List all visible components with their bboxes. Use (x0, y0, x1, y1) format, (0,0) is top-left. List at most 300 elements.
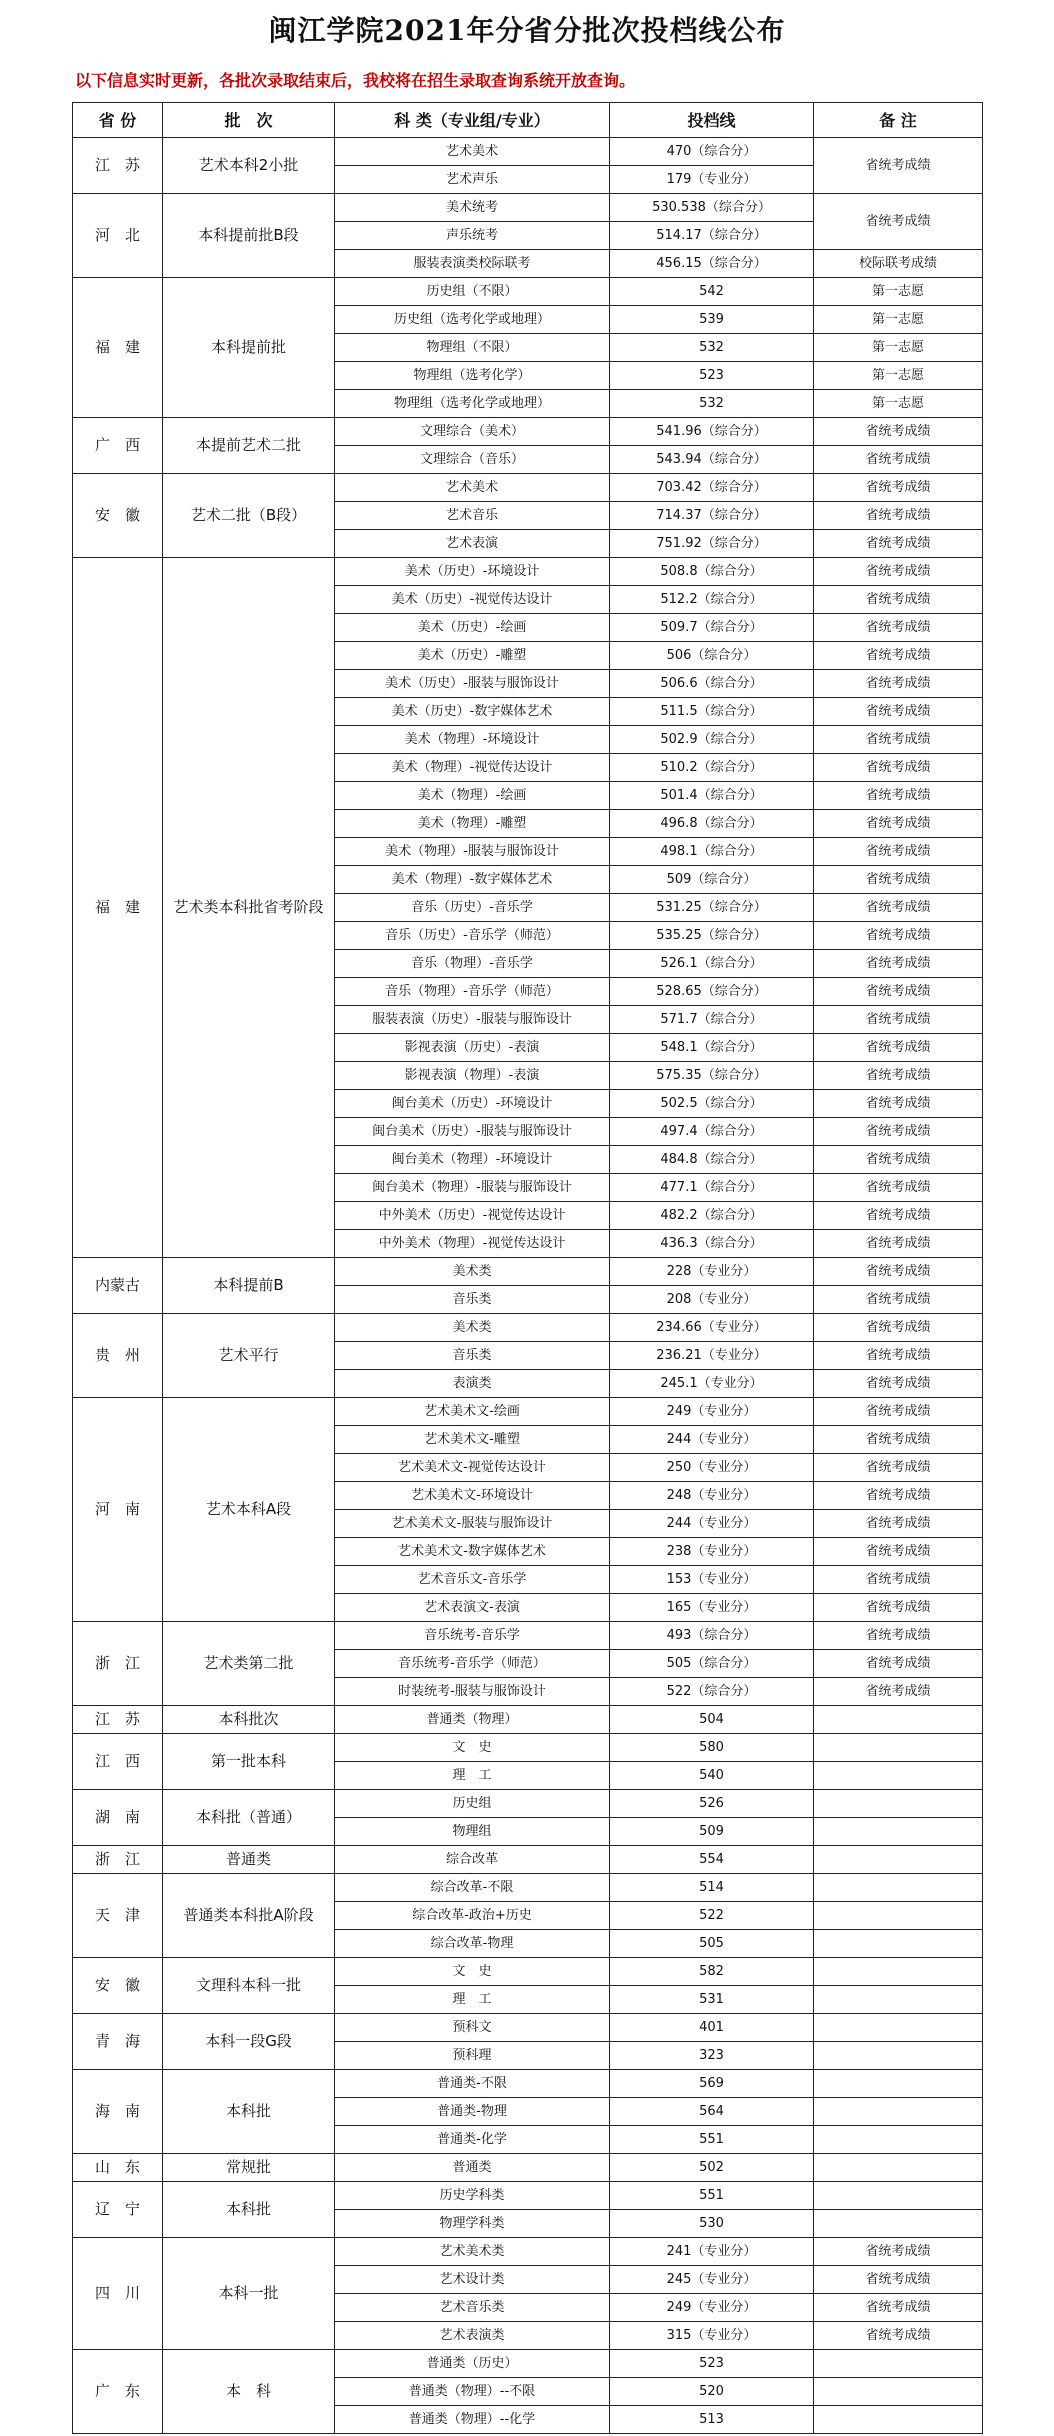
table-row (73, 1398, 983, 1426)
category-cell: 物理组（不限） (335, 334, 610, 362)
remark-cell: 第一志愿 (814, 362, 983, 390)
score-cell: 541.96（综合分） (610, 418, 814, 446)
remark-cell: 第一志愿 (814, 278, 983, 306)
category-cell: 美术（物理）-绘画 (335, 782, 610, 810)
remark-cell: 省统考成绩 (814, 1398, 983, 1426)
score-cell: 523 (610, 362, 814, 390)
remark-cell: 省统考成绩 (814, 1482, 983, 1510)
score-cell: 530 (610, 2210, 814, 2238)
score-cell: 477.1（综合分） (610, 1174, 814, 1202)
province-cell: 贵 州 (73, 1314, 163, 1398)
batch-cell: 文理科本科一批 (163, 1958, 335, 2014)
score-cell: 548.1（综合分） (610, 1034, 814, 1062)
score-cell: 502 (610, 2154, 814, 2182)
batch-cell: 第一批本科 (163, 1734, 335, 1790)
category-cell: 综合改革-物理 (335, 1930, 610, 1958)
category-cell: 文 史 (335, 1958, 610, 1986)
score-cell: 532 (610, 390, 814, 418)
score-cell: 244（专业分） (610, 1510, 814, 1538)
category-cell: 艺术表演类 (335, 2322, 610, 2350)
remark-cell (814, 1930, 983, 1958)
remark-cell: 省统考成绩 (814, 474, 983, 502)
category-cell: 物理学科类 (335, 2210, 610, 2238)
remark-cell: 省统考成绩 (814, 586, 983, 614)
category-cell: 美术（历史）-服装与服饰设计 (335, 670, 610, 698)
score-cell: 482.2（综合分） (610, 1202, 814, 1230)
remark-cell: 省统考成绩 (814, 1678, 983, 1706)
category-cell: 艺术声乐 (335, 166, 610, 194)
category-cell: 美术类 (335, 1314, 610, 1342)
category-cell: 美术（历史）-数字媒体艺术 (335, 698, 610, 726)
remark-cell: 省统考成绩 (814, 1314, 983, 1342)
table-row (73, 278, 983, 306)
score-cell: 502.9（综合分） (610, 726, 814, 754)
table-row (73, 418, 983, 446)
score-cell: 505（综合分） (610, 1650, 814, 1678)
score-cell: 514.17（综合分） (610, 222, 814, 250)
batch-cell: 艺术类第二批 (163, 1622, 335, 1706)
table-row (73, 2182, 983, 2210)
admission-score-table (72, 102, 983, 2434)
score-cell: 245（专业分） (610, 2266, 814, 2294)
remark-cell: 省统考成绩 (814, 866, 983, 894)
remark-cell: 省统考成绩 (814, 642, 983, 670)
province-cell: 辽 宁 (73, 2182, 163, 2238)
category-cell: 服装表演（历史）-服装与服饰设计 (335, 1006, 610, 1034)
remark-cell: 省统考成绩 (814, 754, 983, 782)
category-cell: 普通类-不限 (335, 2070, 610, 2098)
category-cell: 普通类（物理）--不限 (335, 2378, 610, 2406)
batch-cell: 本科批 (163, 2182, 335, 2238)
province-cell: 广 东 (73, 2350, 163, 2434)
category-cell: 美术（物理）-数字媒体艺术 (335, 866, 610, 894)
category-cell: 美术（物理）-雕塑 (335, 810, 610, 838)
remark-cell: 省统考成绩 (814, 698, 983, 726)
category-cell: 影视表演（物理）-表演 (335, 1062, 610, 1090)
province-cell: 福 建 (73, 278, 163, 418)
category-cell: 美术（物理）-视觉传达设计 (335, 754, 610, 782)
remark-cell: 省统考成绩 (814, 2266, 983, 2294)
remark-cell: 省统考成绩 (814, 838, 983, 866)
remark-cell: 省统考成绩 (814, 1454, 983, 1482)
remark-cell: 省统考成绩 (814, 1370, 983, 1398)
page-title: 闽江学院2021年分省分批次投档线公布 (268, 14, 786, 47)
batch-cell: 本科批（普通） (163, 1790, 335, 1846)
score-cell: 528.65（综合分） (610, 978, 814, 1006)
remark-cell (814, 1762, 983, 1790)
score-cell: 540 (610, 1762, 814, 1790)
table-row (73, 1874, 983, 1902)
category-cell: 文理综合（音乐） (335, 446, 610, 474)
remark-cell (814, 2182, 983, 2210)
table-row (73, 1622, 983, 1650)
remark-cell: 省统考成绩 (814, 1034, 983, 1062)
remark-cell (814, 2210, 983, 2238)
category-cell: 普通类-物理 (335, 2098, 610, 2126)
remark-cell: 省统考成绩 (814, 922, 983, 950)
score-cell: 508.8（综合分） (610, 558, 814, 586)
header-score: 投档线 (610, 103, 814, 138)
remark-cell: 省统考成绩 (814, 614, 983, 642)
category-cell: 表演类 (335, 1370, 610, 1398)
remark-cell: 省统考成绩 (814, 1006, 983, 1034)
remark-cell (814, 2154, 983, 2182)
remark-cell: 省统考成绩 (814, 782, 983, 810)
category-cell: 普通类 (335, 2154, 610, 2182)
category-cell: 艺术美术 (335, 474, 610, 502)
batch-cell: 艺术本科2小批 (163, 138, 335, 194)
score-cell: 496.8（综合分） (610, 810, 814, 838)
province-cell: 浙 江 (73, 1622, 163, 1706)
table-row (73, 2014, 983, 2042)
score-cell: 509 (610, 1818, 814, 1846)
remark-cell (814, 2098, 983, 2126)
score-cell: 506.6（综合分） (610, 670, 814, 698)
score-cell: 505 (610, 1930, 814, 1958)
remark-cell: 省统考成绩 (814, 1622, 983, 1650)
remark-cell: 省统考成绩 (814, 1230, 983, 1258)
category-cell: 普通类（物理）--化学 (335, 2406, 610, 2434)
score-cell: 530.538（综合分） (610, 194, 814, 222)
table-row (73, 2070, 983, 2098)
score-cell: 543.94（综合分） (610, 446, 814, 474)
category-cell: 音乐（物理）-音乐学 (335, 950, 610, 978)
remark-cell: 省统考成绩 (814, 726, 983, 754)
table-row (73, 2350, 983, 2378)
category-cell: 普通类（历史） (335, 2350, 610, 2378)
score-cell: 228（专业分） (610, 1258, 814, 1286)
remark-cell: 省统考成绩 (814, 810, 983, 838)
batch-cell: 本科提前B (163, 1258, 335, 1314)
remark-cell: 省统考成绩 (814, 138, 983, 194)
score-cell: 531 (610, 1986, 814, 2014)
score-cell: 580 (610, 1734, 814, 1762)
score-cell: 501.4（综合分） (610, 782, 814, 810)
category-cell: 音乐类 (335, 1286, 610, 1314)
remark-cell (814, 1734, 983, 1762)
category-cell: 艺术音乐文-音乐学 (335, 1566, 610, 1594)
header-batch: 批 次 (163, 103, 335, 138)
remark-cell: 省统考成绩 (814, 670, 983, 698)
category-cell: 艺术表演 (335, 530, 610, 558)
category-cell: 闽台美术（物理）-环境设计 (335, 1146, 610, 1174)
remark-cell (814, 2378, 983, 2406)
score-cell: 714.37（综合分） (610, 502, 814, 530)
score-cell: 569 (610, 2070, 814, 2098)
score-cell: 542 (610, 278, 814, 306)
score-cell: 238（专业分） (610, 1538, 814, 1566)
score-cell: 456.15（综合分） (610, 250, 814, 278)
category-cell: 美术（历史）-环境设计 (335, 558, 610, 586)
category-cell: 艺术美术文-环境设计 (335, 1482, 610, 1510)
province-cell: 青 海 (73, 2014, 163, 2070)
score-cell: 539 (610, 306, 814, 334)
category-cell: 音乐（物理）-音乐学（师范） (335, 978, 610, 1006)
category-cell: 美术（物理）-服装与服饰设计 (335, 838, 610, 866)
category-cell: 艺术音乐类 (335, 2294, 610, 2322)
category-cell: 艺术表演文-表演 (335, 1594, 610, 1622)
remark-cell (814, 1790, 983, 1818)
batch-cell: 本提前艺术二批 (163, 418, 335, 474)
remark-cell: 校际联考成绩 (814, 250, 983, 278)
update-notice: 以下信息实时更新，各批次录取结束后，我校将在招生录取查询系统开放查询。 (75, 71, 636, 90)
batch-cell: 本科一段G段 (163, 2014, 335, 2070)
batch-cell: 本科一批 (163, 2238, 335, 2350)
score-cell: 523 (610, 2350, 814, 2378)
category-cell: 预科理 (335, 2042, 610, 2070)
province-cell: 广 西 (73, 418, 163, 474)
remark-cell: 省统考成绩 (814, 1510, 983, 1538)
batch-cell: 本科提前批 (163, 278, 335, 418)
category-cell: 综合改革 (335, 1846, 610, 1874)
score-cell: 526.1（综合分） (610, 950, 814, 978)
remark-cell: 省统考成绩 (814, 1062, 983, 1090)
remark-cell (814, 2406, 983, 2434)
category-cell: 闽台美术（物理）-服装与服饰设计 (335, 1174, 610, 1202)
score-cell: 179（专业分） (610, 166, 814, 194)
batch-cell: 本 科 (163, 2350, 335, 2434)
category-cell: 综合改革-不限 (335, 1874, 610, 1902)
score-cell: 153（专业分） (610, 1566, 814, 1594)
batch-cell: 普通类 (163, 1846, 335, 1874)
batch-cell: 常规批 (163, 2154, 335, 2182)
header-province: 省 份 (73, 103, 163, 138)
province-cell: 安 徽 (73, 474, 163, 558)
remark-cell: 省统考成绩 (814, 978, 983, 1006)
score-cell: 703.42（综合分） (610, 474, 814, 502)
score-cell: 249（专业分） (610, 1398, 814, 1426)
category-cell: 艺术美术文-绘画 (335, 1398, 610, 1426)
category-cell: 艺术美术 (335, 138, 610, 166)
category-cell: 物理组（选考化学） (335, 362, 610, 390)
category-cell: 文 史 (335, 1734, 610, 1762)
category-cell: 艺术音乐 (335, 502, 610, 530)
remark-cell: 省统考成绩 (814, 1566, 983, 1594)
score-cell: 506（综合分） (610, 642, 814, 670)
score-cell: 244（专业分） (610, 1426, 814, 1454)
score-cell: 208（专业分） (610, 1286, 814, 1314)
score-cell: 436.3（综合分） (610, 1230, 814, 1258)
remark-cell: 省统考成绩 (814, 446, 983, 474)
province-cell: 福 建 (73, 558, 163, 1258)
province-cell: 内蒙古 (73, 1258, 163, 1314)
score-cell: 564 (610, 2098, 814, 2126)
category-cell: 艺术美术文-视觉传达设计 (335, 1454, 610, 1482)
province-cell: 江 西 (73, 1734, 163, 1790)
remark-cell: 第一志愿 (814, 390, 983, 418)
score-cell: 526 (610, 1790, 814, 1818)
category-cell: 美术（历史）-绘画 (335, 614, 610, 642)
category-cell: 理 工 (335, 1762, 610, 1790)
table-row (73, 1258, 983, 1286)
province-cell: 浙 江 (73, 1846, 163, 1874)
category-cell: 声乐统考 (335, 222, 610, 250)
remark-cell: 省统考成绩 (814, 1146, 983, 1174)
score-cell: 510.2（综合分） (610, 754, 814, 782)
batch-cell: 本科批次 (163, 1706, 335, 1734)
table-row (73, 474, 983, 502)
remark-cell: 省统考成绩 (814, 1090, 983, 1118)
score-cell: 512.2（综合分） (610, 586, 814, 614)
remark-cell: 省统考成绩 (814, 1538, 983, 1566)
score-cell: 249（专业分） (610, 2294, 814, 2322)
table-body (73, 138, 983, 2434)
category-cell: 物理组 (335, 1818, 610, 1846)
remark-cell (814, 2126, 983, 2154)
score-cell: 531.25（综合分） (610, 894, 814, 922)
province-cell: 天 津 (73, 1874, 163, 1958)
category-cell: 艺术美术文-雕塑 (335, 1426, 610, 1454)
category-cell: 影视表演（历史）-表演 (335, 1034, 610, 1062)
batch-cell: 艺术二批（B段） (163, 474, 335, 558)
table-row (73, 1706, 983, 1734)
batch-cell: 普通类本科批A阶段 (163, 1874, 335, 1958)
category-cell: 历史组（不限） (335, 278, 610, 306)
remark-cell: 省统考成绩 (814, 2294, 983, 2322)
batch-cell: 艺术平行 (163, 1314, 335, 1398)
score-cell: 250（专业分） (610, 1454, 814, 1482)
table-row (73, 1958, 983, 1986)
table-row (73, 1734, 983, 1762)
remark-cell (814, 2042, 983, 2070)
category-cell: 历史学科类 (335, 2182, 610, 2210)
category-cell: 闽台美术（历史）-服装与服饰设计 (335, 1118, 610, 1146)
category-cell: 美术统考 (335, 194, 610, 222)
table-row (73, 1846, 983, 1874)
score-cell: 165（专业分） (610, 1594, 814, 1622)
remark-cell: 省统考成绩 (814, 194, 983, 250)
score-cell: 582 (610, 1958, 814, 1986)
table-row (73, 2238, 983, 2266)
remark-cell: 省统考成绩 (814, 530, 983, 558)
score-cell: 315（专业分） (610, 2322, 814, 2350)
remark-cell (814, 1818, 983, 1846)
score-cell: 522 (610, 1902, 814, 1930)
category-cell: 音乐统考-音乐学 (335, 1622, 610, 1650)
table-header-row (73, 103, 983, 138)
category-cell: 美术（历史）-雕塑 (335, 642, 610, 670)
category-cell: 中外美术（物理）-视觉传达设计 (335, 1230, 610, 1258)
category-cell: 艺术设计类 (335, 2266, 610, 2294)
province-cell: 湖 南 (73, 1790, 163, 1846)
score-cell: 509.7（综合分） (610, 614, 814, 642)
category-cell: 物理组（选考化学或地理） (335, 390, 610, 418)
score-cell: 248（专业分） (610, 1482, 814, 1510)
remark-cell: 第一志愿 (814, 306, 983, 334)
remark-cell (814, 1958, 983, 1986)
category-cell: 艺术美术文-服装与服饰设计 (335, 1510, 610, 1538)
category-cell: 音乐（历史）-音乐学 (335, 894, 610, 922)
score-cell: 498.1（综合分） (610, 838, 814, 866)
score-cell: 575.35（综合分） (610, 1062, 814, 1090)
header-remark: 备 注 (814, 103, 983, 138)
category-cell: 预科文 (335, 2014, 610, 2042)
score-cell: 532 (610, 334, 814, 362)
category-cell: 中外美术（历史）-视觉传达设计 (335, 1202, 610, 1230)
category-cell: 历史组 (335, 1790, 610, 1818)
remark-cell (814, 1902, 983, 1930)
province-cell: 山 东 (73, 2154, 163, 2182)
remark-cell: 省统考成绩 (814, 2322, 983, 2350)
province-cell: 四 川 (73, 2238, 163, 2350)
score-cell: 234.66（专业分） (610, 1314, 814, 1342)
category-cell: 音乐类 (335, 1342, 610, 1370)
header-category: 科 类（专业组/专业） (335, 103, 610, 138)
category-cell: 音乐统考-音乐学（师范） (335, 1650, 610, 1678)
batch-cell: 艺术类本科批省考阶段 (163, 558, 335, 1258)
table-row (73, 1314, 983, 1342)
remark-cell: 省统考成绩 (814, 1174, 983, 1202)
table-row (73, 2154, 983, 2182)
province-cell: 河 北 (73, 194, 163, 278)
remark-cell (814, 1706, 983, 1734)
remark-cell: 省统考成绩 (814, 1650, 983, 1678)
score-cell: 514 (610, 1874, 814, 1902)
category-cell: 普通类-化学 (335, 2126, 610, 2154)
score-cell: 484.8（综合分） (610, 1146, 814, 1174)
category-cell: 理 工 (335, 1986, 610, 2014)
score-cell: 323 (610, 2042, 814, 2070)
table-row (73, 194, 983, 222)
category-cell: 服装表演类校际联考 (335, 250, 610, 278)
score-cell: 522（综合分） (610, 1678, 814, 1706)
category-cell: 历史组（选考化学或地理） (335, 306, 610, 334)
category-cell: 综合改革-政治+历史 (335, 1902, 610, 1930)
remark-cell: 省统考成绩 (814, 418, 983, 446)
remark-cell (814, 2070, 983, 2098)
remark-cell: 省统考成绩 (814, 1286, 983, 1314)
batch-cell: 本科提前批B段 (163, 194, 335, 278)
province-cell: 海 南 (73, 2070, 163, 2154)
category-cell: 艺术美术类 (335, 2238, 610, 2266)
score-cell: 401 (610, 2014, 814, 2042)
score-cell: 241（专业分） (610, 2238, 814, 2266)
score-cell: 504 (610, 1706, 814, 1734)
category-cell: 音乐（历史）-音乐学（师范） (335, 922, 610, 950)
province-cell: 江 苏 (73, 1706, 163, 1734)
remark-cell: 省统考成绩 (814, 1342, 983, 1370)
province-cell: 河 南 (73, 1398, 163, 1622)
remark-cell (814, 1846, 983, 1874)
score-cell: 513 (610, 2406, 814, 2434)
category-cell: 美术（物理）-环境设计 (335, 726, 610, 754)
batch-cell: 本科批 (163, 2070, 335, 2154)
score-cell: 470（综合分） (610, 138, 814, 166)
remark-cell (814, 1874, 983, 1902)
remark-cell: 省统考成绩 (814, 950, 983, 978)
category-cell: 时装统考-服装与服饰设计 (335, 1678, 610, 1706)
score-cell: 497.4（综合分） (610, 1118, 814, 1146)
score-cell: 236.21（专业分） (610, 1342, 814, 1370)
category-cell: 艺术美术文-数字媒体艺术 (335, 1538, 610, 1566)
remark-cell: 省统考成绩 (814, 1426, 983, 1454)
remark-cell: 省统考成绩 (814, 502, 983, 530)
remark-cell: 第一志愿 (814, 334, 983, 362)
score-cell: 551 (610, 2182, 814, 2210)
remark-cell: 省统考成绩 (814, 2238, 983, 2266)
province-cell: 安 徽 (73, 1958, 163, 2014)
table-row (73, 558, 983, 586)
remark-cell (814, 1986, 983, 2014)
remark-cell (814, 2350, 983, 2378)
remark-cell (814, 2014, 983, 2042)
score-cell: 535.25（综合分） (610, 922, 814, 950)
remark-cell: 省统考成绩 (814, 1118, 983, 1146)
table-row (73, 1790, 983, 1818)
score-cell: 502.5（综合分） (610, 1090, 814, 1118)
category-cell: 文理综合（美术） (335, 418, 610, 446)
remark-cell: 省统考成绩 (814, 1202, 983, 1230)
